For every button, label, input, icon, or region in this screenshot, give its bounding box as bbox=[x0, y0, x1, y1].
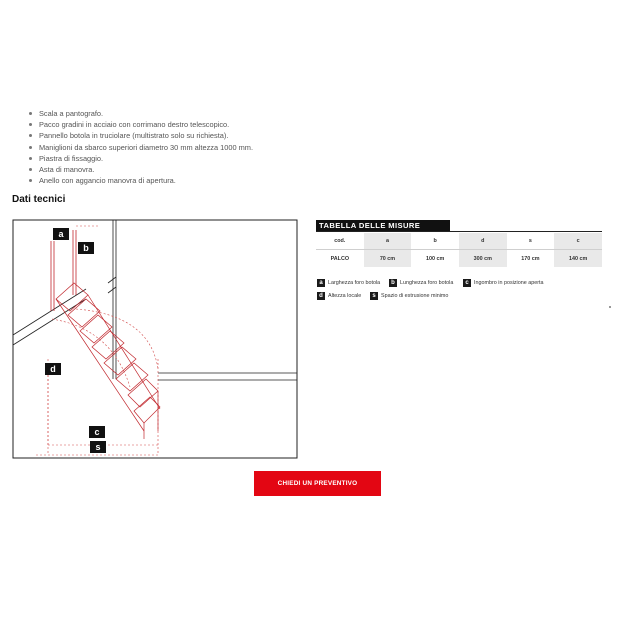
features-list bbox=[29, 108, 253, 186]
table-cell: 100 cm bbox=[411, 250, 459, 268]
column-header: s bbox=[528, 238, 532, 244]
decorative-dot bbox=[609, 306, 611, 308]
swing-arc bbox=[76, 309, 158, 369]
column-header: a bbox=[364, 233, 412, 250]
table-cell: 170 cm bbox=[507, 250, 555, 268]
column-header: d bbox=[459, 233, 507, 250]
legend-key: d bbox=[317, 292, 325, 300]
table-header-row bbox=[316, 233, 602, 250]
table-cell: 300 cm bbox=[459, 250, 507, 268]
table-cell: 140 cm bbox=[554, 250, 602, 268]
legend-key: s bbox=[370, 292, 378, 300]
legend-item-s bbox=[370, 292, 448, 300]
list-item: Pacco gradini in acciaio con corrimano destro telescopico. bbox=[29, 119, 253, 130]
ceiling-line bbox=[13, 299, 86, 345]
section-title: Dati tecnici bbox=[12, 194, 66, 205]
legend-item-a bbox=[317, 279, 380, 287]
legend-item-c bbox=[463, 279, 544, 287]
legend-item-b bbox=[389, 279, 453, 287]
request-quote-button[interactable]: CHIEDI UN PREVENTIVO bbox=[254, 471, 381, 496]
legend-key: c bbox=[463, 279, 471, 287]
legend-label: Spazio di estrusione minimo bbox=[381, 293, 449, 299]
legend-label: Altezza locale bbox=[328, 293, 362, 299]
list-item: Maniglioni da sbarco superiori diametro 30 mm altezza 1000 mm. bbox=[29, 142, 253, 153]
label-a: a bbox=[58, 229, 64, 239]
list-item: Piastra di fissaggio. bbox=[29, 153, 253, 164]
list-item: Pannello botola in truciolare (multistrato solo su richiesta). bbox=[29, 130, 253, 141]
column-header: b bbox=[433, 238, 437, 244]
list-item: Scala a pantografo. bbox=[29, 108, 253, 119]
measures-table bbox=[316, 233, 602, 267]
list-item: Anello con aggancio manovra di apertura. bbox=[29, 175, 253, 186]
label-b: b bbox=[83, 243, 89, 253]
legend-key: a bbox=[317, 279, 325, 287]
table-cell: PALCO bbox=[316, 250, 364, 268]
legend-item-d bbox=[317, 292, 361, 300]
divider bbox=[316, 231, 602, 232]
table-cell: 70 cm bbox=[364, 250, 412, 268]
pantograph-stair bbox=[56, 283, 160, 439]
legend-label: Lunghezza foro botola bbox=[400, 280, 454, 286]
column-header: cod. bbox=[334, 238, 346, 244]
table-row bbox=[316, 250, 602, 268]
label-s: s bbox=[95, 442, 101, 452]
column-header: c bbox=[554, 233, 602, 250]
legend-key: b bbox=[389, 279, 397, 287]
measures-table-title: TABELLA DELLE MISURE bbox=[316, 220, 450, 232]
legend-label: Ingombro in posizione aperta bbox=[474, 280, 544, 286]
list-item: Asta di manovra. bbox=[29, 164, 253, 175]
diagram-frame bbox=[13, 220, 297, 458]
legend-label: Larghezza foro botola bbox=[328, 280, 381, 286]
ceiling-line bbox=[108, 277, 116, 283]
label-d: d bbox=[50, 364, 56, 374]
ceiling-line bbox=[108, 287, 116, 293]
label-c: c bbox=[94, 427, 100, 437]
technical-diagram bbox=[12, 219, 302, 463]
